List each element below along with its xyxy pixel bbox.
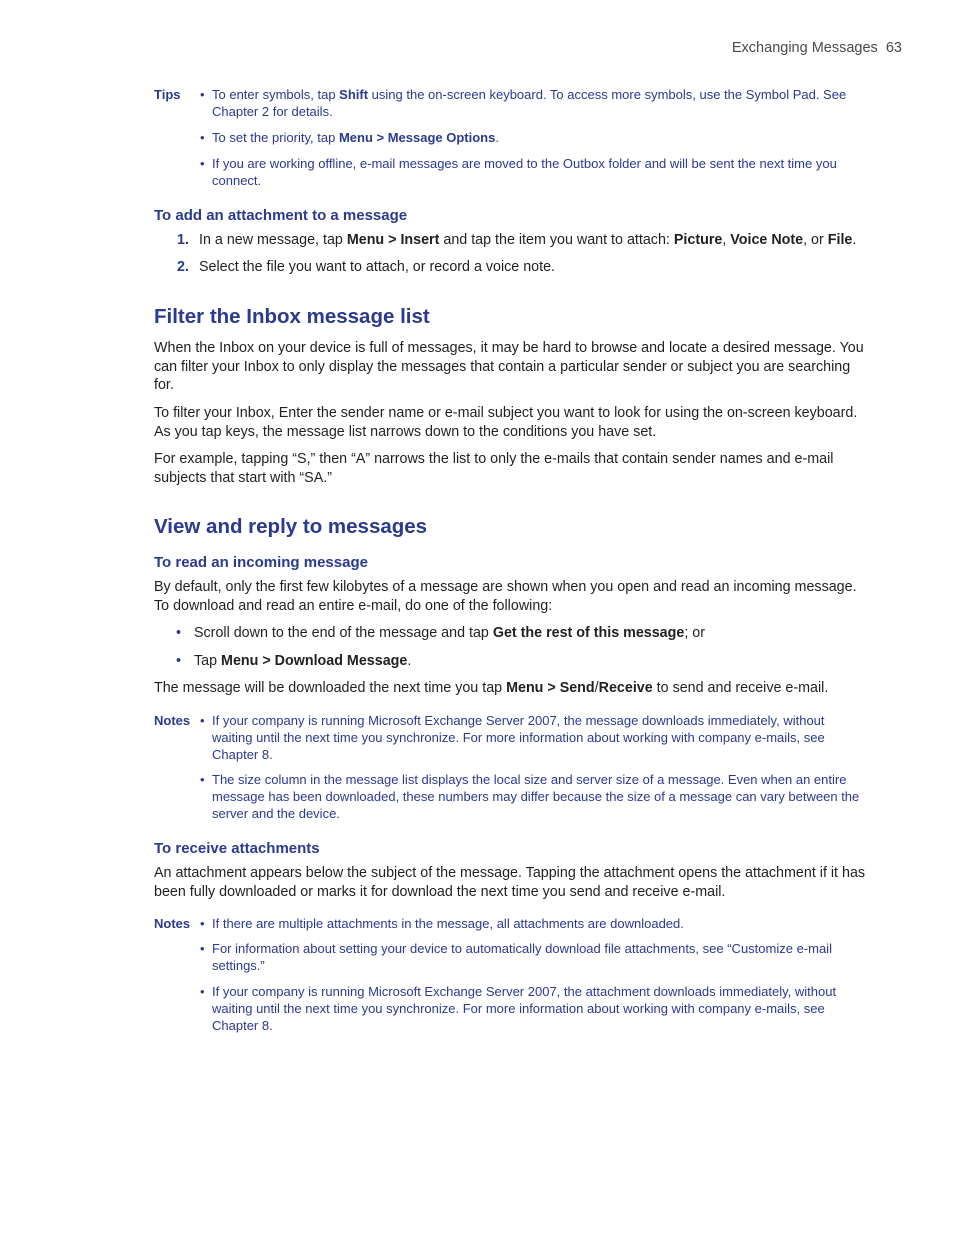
tip-text: To set the priority, tap Menu > Message Options. — [212, 130, 499, 145]
read-bullet-text: Scroll down to the end of the message and tap Get the rest of this message; or — [194, 625, 705, 641]
bullet-icon: • — [200, 916, 205, 931]
notes-label: Notes — [154, 713, 191, 728]
download-line: The message will be downloaded the next time you tap Menu > Send/Receive to send and receive e-mail. — [154, 680, 829, 696]
step-item — [177, 231, 877, 250]
filter-paragraph: When the Inbox on your device is full of messages, it may be hard to browse and locate a desired message. You can filter your Inbox to only display the messages that contain a particular sender or subject you are searching for. — [154, 340, 864, 393]
tip-text: To enter symbols, tap Shift using the on-screen keyboard. To access more symbols, use the Symbol Pad. See Chapter 2 for details. — [212, 87, 847, 119]
bullet-icon: • — [200, 941, 205, 956]
bullet-icon: • — [200, 87, 205, 102]
bullet-icon: • — [200, 713, 205, 728]
read-bullet — [176, 624, 866, 643]
tip-item — [200, 129, 860, 146]
bullet-icon: • — [200, 772, 205, 787]
page-header — [732, 40, 902, 56]
page-number: 63 — [885, 40, 902, 56]
step-number: 2. — [177, 259, 189, 275]
tips-label: Tips — [154, 87, 181, 102]
bullet-icon: • — [200, 130, 205, 145]
read-bullet — [176, 652, 866, 671]
note-text: If your company is running Microsoft Exchange Server 2007, the message downloads immediately, without waiting until the next time you synchronize. For more information about working with company e-mails, see Chapter 8. — [212, 713, 825, 762]
step-text: Select the file you want to attach, or record a voice note. — [199, 259, 556, 275]
note-item — [200, 940, 860, 974]
read-bullet-text: Tap Menu > Download Message. — [194, 653, 412, 669]
view-heading: View and reply to messages — [154, 515, 428, 538]
tip-item — [200, 86, 860, 120]
note-item — [200, 771, 860, 822]
running-title: Exchanging Messages — [731, 40, 878, 56]
filter-paragraph: For example, tapping “S,” then “A” narrows the list to only the e-mails that contain sender names and e-mail subjects that start with “SA.” — [154, 451, 834, 486]
notes-label: Notes — [154, 916, 191, 931]
note-text: The size column in the message list displays the local size and server size of a message. Even when an entire message has been downloaded, these numbers may differ because the size of a message can vary between the server and the device. — [212, 772, 860, 821]
tip-text: If you are working offline, e-mail messages are moved to the Outbox folder and will be sent the next time you connect. — [212, 156, 837, 188]
receive-heading: To receive attachments — [154, 840, 320, 857]
bullet-icon: • — [176, 653, 182, 669]
read-heading: To read an incoming message — [154, 554, 368, 571]
note-item — [200, 983, 860, 1034]
attach-heading: To add an attachment to a message — [154, 207, 408, 224]
bullet-icon: • — [176, 625, 182, 641]
bullet-icon: • — [200, 984, 205, 999]
receive-paragraph: An attachment appears below the subject of the message. Tapping the attachment opens the attachment if it has been fully downloaded or marks it for download the next time you send and receive e-mail. — [154, 865, 866, 900]
note-item — [200, 712, 860, 763]
note-text: If there are multiple attachments in the message, all attachments are downloaded. — [212, 916, 684, 931]
tip-item — [200, 155, 860, 189]
note-text: For information about setting your device to automatically download file attachments, see “Customize e-mail settings.” — [212, 941, 832, 973]
step-item — [177, 258, 877, 277]
read-intro: By default, only the first few kilobytes of a message are shown when you open and read an incoming message. To download and read an entire e-mail, do one of the following: — [154, 579, 857, 614]
step-text: In a new message, tap Menu > Insert and tap the item you want to attach: Picture, Voice Note, or File. — [199, 232, 857, 248]
filter-heading: Filter the Inbox message list — [154, 305, 430, 328]
bullet-icon: • — [200, 156, 205, 171]
note-text: If your company is running Microsoft Exchange Server 2007, the attachment downloads immediately, without waiting until the next time you synchronize. For more information about working with company e-mails, see Chapter 8. — [212, 984, 837, 1033]
note-item — [200, 915, 860, 932]
step-number: 1. — [177, 232, 189, 248]
filter-paragraph: To filter your Inbox, Enter the sender name or e-mail subject you want to look for using the on-screen keyboard. As you tap keys, the message list narrows down to the conditions you have set. — [154, 405, 858, 440]
